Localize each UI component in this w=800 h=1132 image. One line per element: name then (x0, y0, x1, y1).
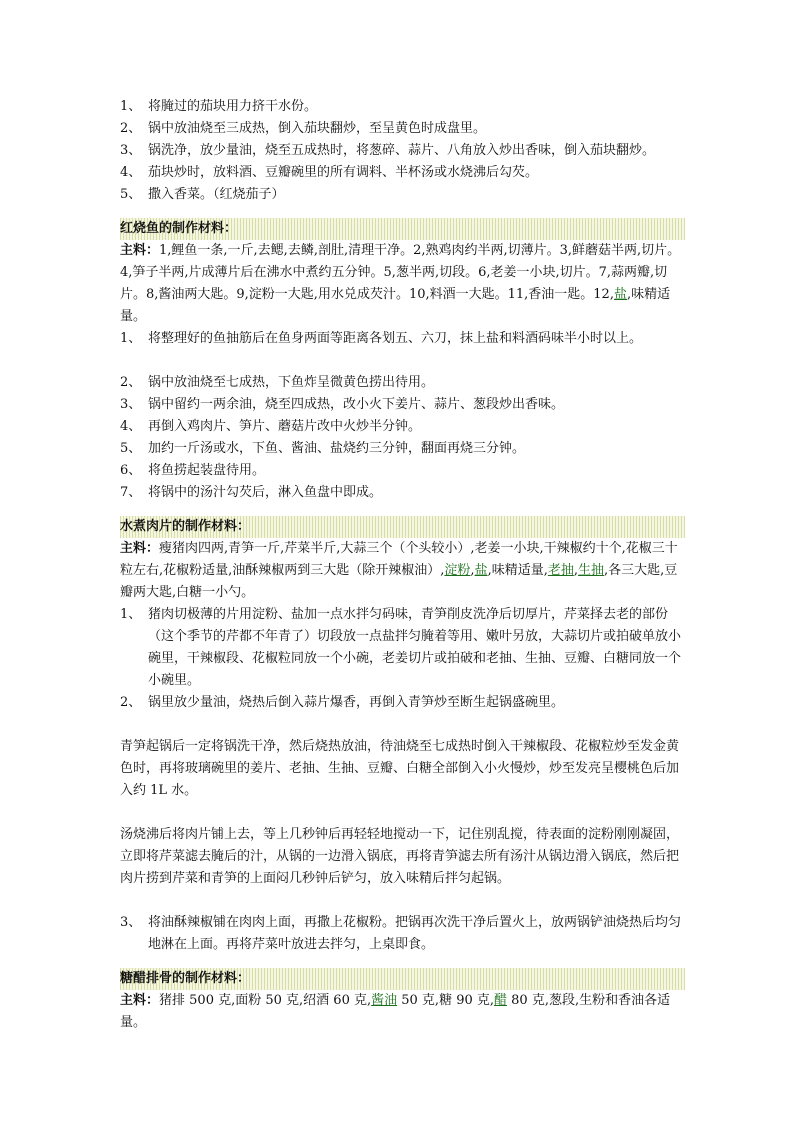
step-number: 5、 (120, 441, 142, 456)
shengchou-link[interactable]: 生抽 (578, 563, 605, 578)
list-item (120, 162, 685, 184)
ingredients-text: ,各三大匙,豆瓣两大匙,白糖一小勺。 (120, 563, 678, 600)
salt-link[interactable]: 盐 (613, 287, 627, 302)
step-text: 锅洗净，放少量油，烧至五成热时，将葱碎、蒜片、八角放入炒出香味，倒入茄块翻炒。 (148, 143, 656, 158)
list-item (120, 912, 685, 956)
step-number: 3、 (120, 915, 142, 930)
section-heading-ribs: 糖醋排骨的制作材料： (120, 968, 685, 990)
step-text: 锅中放油烧至三成热，倒入茄块翻炒，至呈黄色时成盘里。 (148, 121, 487, 136)
ingredients-text: 80 克,葱段,生粉和香油各适量。 (120, 993, 671, 1030)
step-text: 撒入香菜。（红烧茄子） (148, 187, 285, 202)
salt-link[interactable]: 盐 (474, 563, 488, 578)
ingredients-text: 50 克,糖 90 克, (397, 993, 495, 1008)
step-number: 1、 (120, 607, 142, 622)
list-item (120, 372, 685, 394)
step-text: 锅里放少量油，烧热后倒入蒜片爆香，再倒入青笋炒至断生起锅盛碗里。 (148, 695, 565, 710)
step-number: 3、 (120, 143, 142, 158)
step-text: 锅中放油烧至七成热，下鱼炸呈微黄色捞出待用。 (148, 375, 435, 390)
section-heading-pork: 水煮肉片的制作材料： (120, 516, 685, 538)
pork-ingredients (120, 538, 685, 604)
list-item (120, 482, 685, 504)
step-number: 2、 (120, 121, 142, 136)
list-item (120, 140, 685, 162)
list-item (120, 692, 685, 714)
step-text: 将鱼捞起装盘待用。 (148, 463, 266, 478)
step-text: 将油酥辣椒铺在肉肉上面，再撒上花椒粉。把锅再次洗干净后置火上，放两锅铲油烧热后均匀地淋在上面。再将芹菜叶放进去拌匀，上桌即食。 (148, 915, 682, 952)
starch-link[interactable]: 淀粉 (444, 563, 471, 578)
list-item (120, 438, 685, 460)
ingredients-label: 主料： (120, 243, 160, 258)
step-text: 将锅中的汤汁勾芡后，淋入鱼盘中即成。 (148, 485, 383, 500)
list-item (120, 96, 685, 118)
list-item (120, 416, 685, 438)
step-number: 1、 (120, 99, 142, 114)
step-text: 加约一斤汤或水，下鱼、酱油、盐烧约三分钟，翻面再烧三分钟。 (148, 441, 526, 456)
paragraph: 青笋起锅后一定将锅洗干净，然后烧热放油，待油烧至七成热时倒入干辣椒段、花椒粒炒至发金黄色时，再将玻璃碗里的姜片、老抽、生抽、豆瓣、白糖全部倒入小火慢炒，炒至发亮呈樱桃色后加入约 1L 水。 (120, 739, 680, 798)
laochou-link[interactable]: 老抽 (547, 563, 574, 578)
list-item (120, 118, 685, 140)
step-text: 猪肉切极薄的片用淀粉、盐加一点水拌匀码味，青笋削皮洗净后切厚片，芹菜择去老的部份（这个季节的芹都不年青了）切段放一点盐拌匀腌着等用、嫩叶另放，大蒜切片或拍破单放小碗里，干辣椒段、花椒粒同放一个小碗，老姜切片或拍破和老抽、生抽、豆瓣、白糖同放一个小碗里。 (148, 607, 682, 688)
step-number: 1、 (120, 331, 142, 346)
step-text: 将腌过的茄块用力挤干水份。 (148, 99, 318, 114)
document-body (120, 96, 685, 1034)
list-item (120, 394, 685, 416)
step-number: 4、 (120, 165, 142, 180)
ingredients-text: ,味精适量, (487, 563, 548, 578)
ingredients-text: 1,鲤鱼一条,一斤,去鳃,去鳞,剖肚,清理干净。2,熟鸡肉约半两,切薄片。3,鲜蘑菇半两,切片。4,笋子半两,片成薄片后在沸水中煮约五分钟。5,葱半两,切段。6,老姜一小块,切片。7,蒜两瓣,切片。8,酱油两大匙。9,淀粉一大匙,用水兑成芡汁。10,料酒一大匙。11,香油一匙。12, (120, 243, 681, 302)
list-item (120, 604, 685, 692)
step-number: 4、 (120, 419, 142, 434)
separator: , (573, 563, 578, 578)
ingredients-text: 瘦猪肉四两,青笋一斤,芹菜半斤,大蒜三个（个头较小）,老姜一小块,干辣椒约十个,花椒三十粒左右,花椒粉适量,油酥辣椒两到三大匙（除开辣椒油）, (120, 541, 678, 578)
step-text: 将整理好的鱼抽筋后在鱼身两面等距离各划五、六刀，抹上盐和料酒码味半小时以上。 (148, 331, 643, 346)
step-number: 2、 (120, 695, 142, 710)
step-number: 2、 (120, 375, 142, 390)
soy-sauce-link[interactable]: 酱油 (371, 993, 398, 1008)
section-heading-fish: 红烧鱼的制作材料： (120, 218, 685, 240)
step-text: 茄块炒时，放料酒、豆瓣碗里的所有调料、半杯汤或水烧沸后勾芡。 (148, 165, 539, 180)
step-text: 再倒入鸡肉片、笋片、蘑菇片改中火炒半分钟。 (148, 419, 422, 434)
ingredients-text: ,味精适量。 (120, 287, 671, 324)
paragraph: 汤烧沸后将肉片铺上去，等上几秒钟后再轻轻地搅动一下，记住别乱搅，待表面的淀粉刚刚凝固，立即将芹菜滤去腌后的汁，从锅的一边滑入锅底，再将青笋滤去所有汤汁从锅边滑入锅底，然后把肉片捞到芹菜和青笋的上面闷几秒钟后铲匀，放入味精后拌匀起锅。 (120, 827, 680, 886)
ingredients-text: 猪排 500 克,面粉 50 克,绍酒 60 克, (159, 993, 372, 1008)
ingredients-label: 主料： (120, 541, 160, 556)
list-item (120, 184, 685, 206)
step-number: 5、 (120, 187, 142, 202)
step-number: 7、 (120, 485, 142, 500)
step-text: 锅中留约一两余油，烧至四成热，改小火下姜片、蒜片、葱段炒出香味。 (148, 397, 565, 412)
ingredients-label: 主料： (120, 993, 160, 1008)
list-item (120, 460, 685, 482)
fish-ingredients (120, 240, 685, 328)
step-number: 3、 (120, 397, 142, 412)
list-item (120, 328, 685, 350)
step-number: 6、 (120, 463, 142, 478)
vinegar-link[interactable]: 醋 (494, 993, 508, 1008)
separator: , (470, 563, 475, 578)
ribs-ingredients (120, 990, 685, 1034)
